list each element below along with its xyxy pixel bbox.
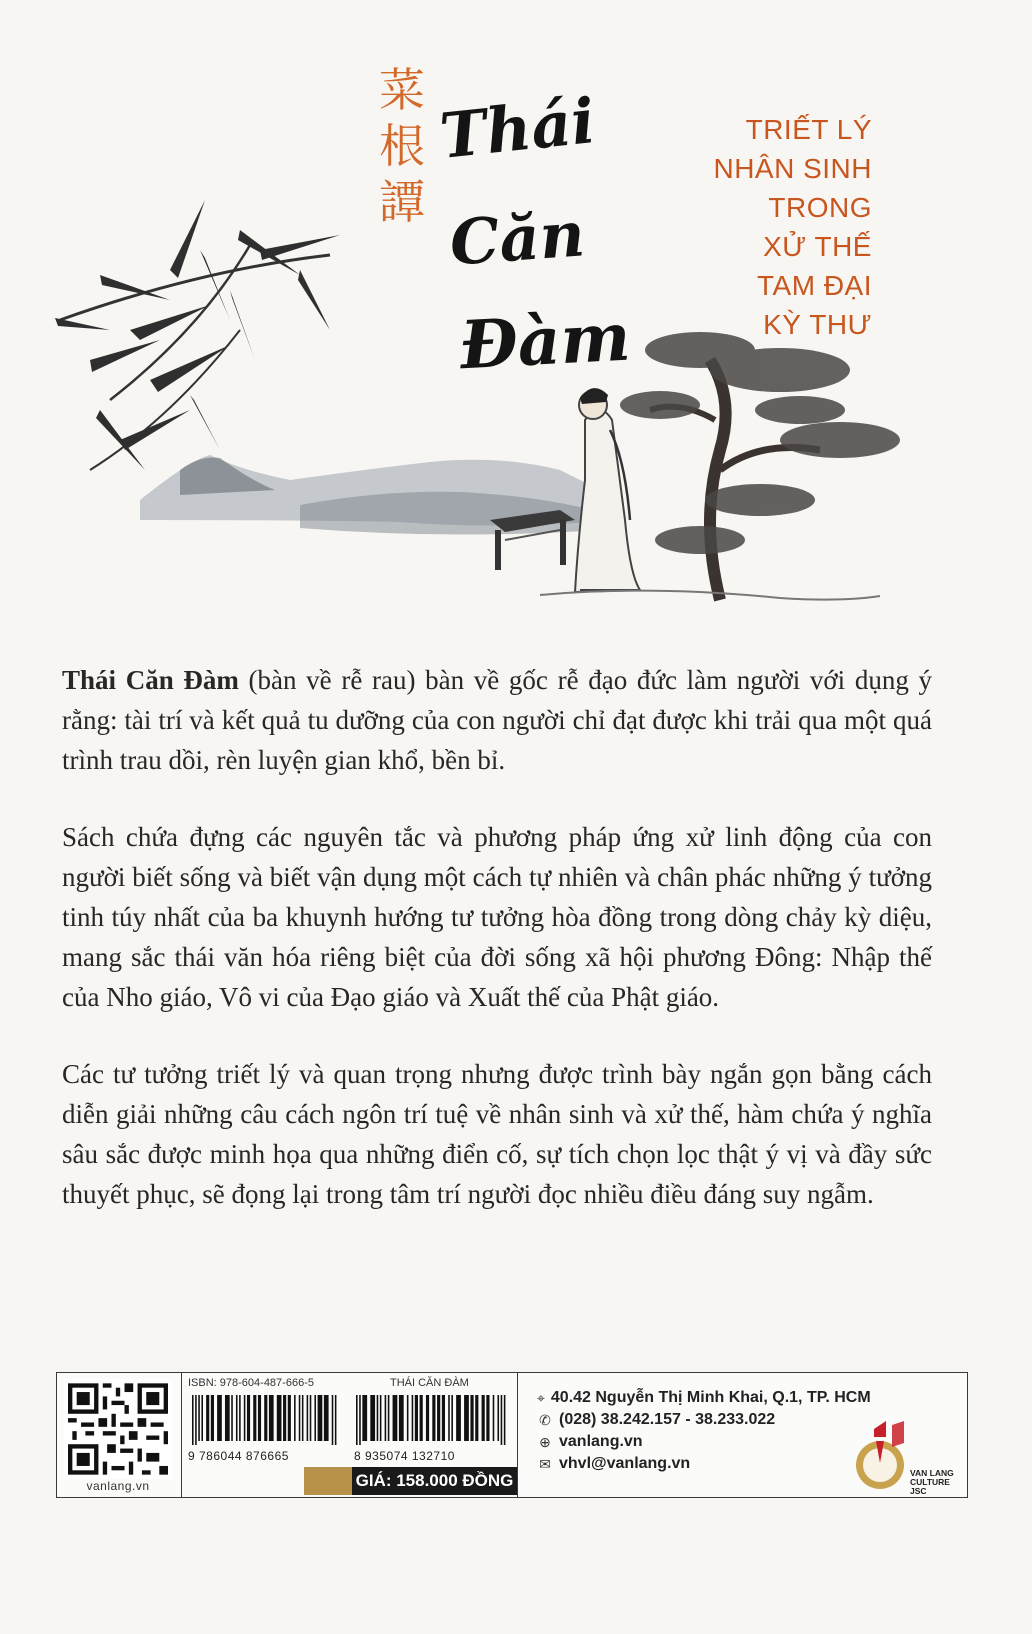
description-paragraph: Các tư tưởng triết lý và quan trọng nhưng được trình bày ngắn gọn bằng cách diễn giải những câu cách ngôn trí tuệ về nhân sinh và xử thế, hàm chứa ý nghĩa sâu sắc được minh họa qua những điển cố, sự tích chọn lọc thật ý vị và đầy sức thuyết phục, sẽ đọng lại trong tâm trí người đọc nhiều điều đáng suy ngẫm. xyxy=(62,1059,932,1209)
subtitle-line: TRIẾT LÝ xyxy=(745,114,872,145)
subtitle-line: TRONG xyxy=(768,192,872,223)
subtitle-line: XỬ THẾ xyxy=(763,231,872,262)
description-paragraph: Sách chứa đựng các nguyên tắc và phương pháp ứng xử linh động của con người biết sống và biết vận dụng một cách tự nhiên và chân phác những ý tưởng tinh túy nhất của ba khuynh hướng tư tưởng hòa đồng trong dòng chảy kỳ diệu, mang sắc thái văn hóa riêng biệt của đời sống xã hội phương Đông: Nhập thế của Nho giáo, Vô vi của Đạo giáo và Xuất thế của Phật giáo. xyxy=(62,822,932,1012)
globe-icon: ⊕ xyxy=(539,1434,551,1450)
calligraphy-title xyxy=(430,84,633,412)
price-label: GIÁ: 158.000 ĐỒNG xyxy=(352,1467,517,1495)
website-link[interactable]: vanlang.vn xyxy=(559,1433,643,1450)
address-row xyxy=(537,1387,871,1409)
contact-info xyxy=(537,1387,871,1475)
website-row[interactable] xyxy=(537,1431,857,1453)
book-title-bold: Thái Căn Đàm xyxy=(62,665,239,695)
address-text: 40.42 Nguyễn Thị Minh Khai, Q.1, TP. HCM xyxy=(550,1389,871,1406)
email-row[interactable] xyxy=(537,1453,857,1475)
calligraphy-word: Thái xyxy=(436,84,599,173)
isbn-barcode xyxy=(190,1395,340,1445)
phone-text: (028) 38.242.157 - 38.233.022 xyxy=(559,1411,776,1428)
calligraphy-word: Đàm xyxy=(458,297,633,385)
paragraph-text: (bàn về rễ rau) bàn về gốc rễ đạo đức làm người với dụng ý rằng: tài trí và kết quả tu dưỡng của con người chỉ đạt được khi trải qua một quá trình trau dồi, rèn luyện gian khổ, bền bỉ. xyxy=(62,665,933,775)
qr-code-image xyxy=(63,1379,173,1479)
book-description xyxy=(62,660,932,1251)
cover-illustration xyxy=(0,0,1032,640)
publisher-info-panel xyxy=(56,1372,968,1498)
publisher-logo xyxy=(852,1407,962,1496)
product-barcode xyxy=(354,1395,509,1445)
chinese-char: 菜 xyxy=(379,63,425,117)
subtitle-line: NHÂN SINH xyxy=(713,153,872,184)
mail-icon: ✉ xyxy=(539,1456,551,1472)
isbn-barcode-number: 9 786044 876665 xyxy=(188,1449,289,1463)
chinese-char: 譚 xyxy=(379,175,425,229)
price-accent-bar xyxy=(304,1467,352,1495)
product-barcode-number: 8 935074 132710 xyxy=(354,1449,455,1463)
subtitle-line: TAM ĐẠI xyxy=(757,270,872,301)
email-link[interactable]: vhvl@vanlang.vn xyxy=(559,1455,691,1472)
title-label: THÁI CĂN ĐÀM xyxy=(390,1377,469,1389)
qr-caption: vanlang.vn xyxy=(86,1479,150,1493)
phone-icon: ✆ xyxy=(539,1412,551,1428)
subtitle xyxy=(660,110,872,344)
subtitle-line: KỲ THƯ xyxy=(763,309,872,340)
chinese-char: 根 xyxy=(379,119,425,173)
description-paragraph xyxy=(62,660,932,780)
barcode-section xyxy=(181,1373,518,1497)
location-pin-icon: ⌖ xyxy=(537,1390,545,1406)
phone-row xyxy=(537,1409,857,1431)
calligraphy-word: Căn xyxy=(447,197,587,280)
qr-code[interactable] xyxy=(63,1379,173,1487)
logo-text: VAN LANG CULTURE JSC xyxy=(910,1468,954,1496)
chinese-title xyxy=(372,62,432,230)
isbn-label: ISBN: 978-604-487-666-5 xyxy=(188,1377,314,1389)
